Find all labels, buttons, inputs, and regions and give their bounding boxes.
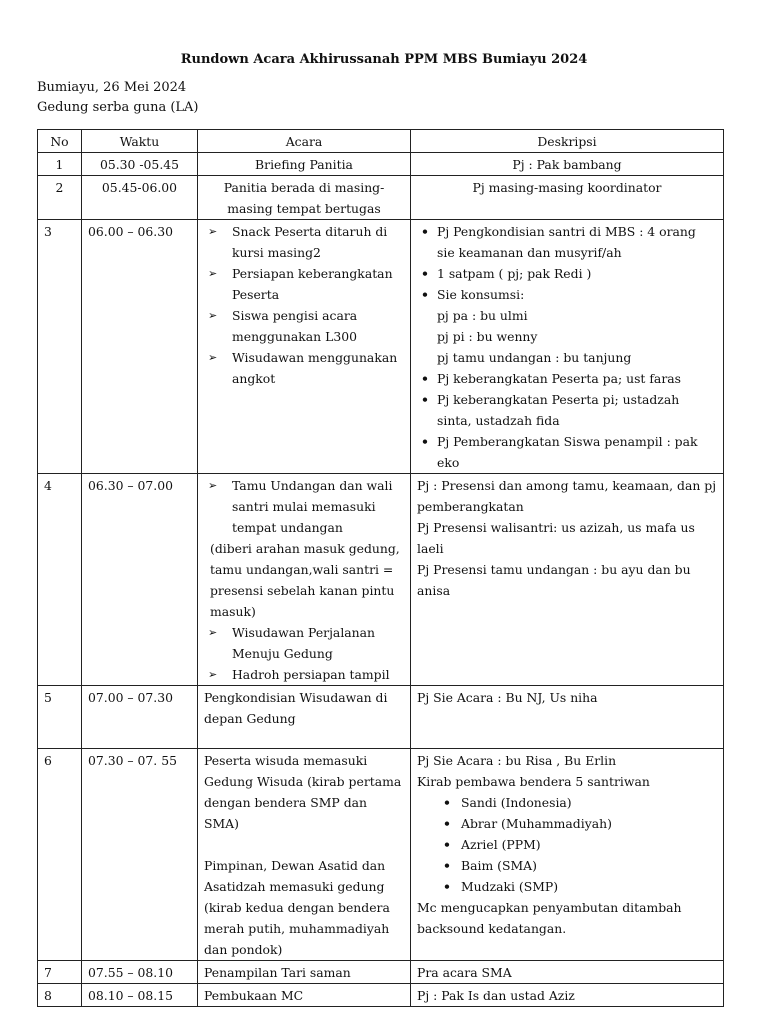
list-item: • Azriel (PPM) bbox=[417, 834, 717, 855]
row-no: 2 bbox=[38, 176, 82, 220]
row-waktu: 06.00 – 06.30 bbox=[82, 220, 198, 474]
table-row bbox=[38, 984, 724, 1007]
list-item: • Abrar (Muhammadiyah) bbox=[417, 813, 717, 834]
list-item: ➢ Snack Peserta ditaruh di kursi masing2 bbox=[204, 221, 404, 263]
row-desc bbox=[411, 474, 724, 686]
row-waktu: 08.10 – 08.15 bbox=[82, 984, 198, 1007]
table-row bbox=[38, 686, 724, 749]
desc-line: Pj Presensi walisantri: us azizah, us mafa us laeli bbox=[417, 520, 695, 556]
table-row bbox=[38, 749, 724, 961]
acara-list bbox=[204, 622, 404, 685]
header-deskripsi: Deskripsi bbox=[411, 130, 724, 153]
konsumsi-sub bbox=[417, 305, 717, 368]
venue: Gedung serba guna (LA) bbox=[37, 100, 199, 115]
row-desc: Pj Sie Acara : Bu NJ, Us niha bbox=[411, 686, 724, 749]
list-item: ➢ Wisudawan menggunakan angkot bbox=[204, 347, 404, 389]
list-item: ➢ Wisudawan Perjalanan Menuju Gedung bbox=[204, 622, 404, 664]
desc-line: Pj Sie Acara : bu Risa , Bu Erlin bbox=[417, 753, 617, 768]
table-row bbox=[38, 474, 724, 686]
sub-line: pj pi : bu wenny bbox=[437, 329, 538, 344]
row-no: 5 bbox=[38, 686, 82, 749]
acara-paragraph: Peserta wisuda memasuki Gedung Wisuda (kirab pertama dengan bendera SMP dan SMA) bbox=[204, 753, 402, 831]
place-date: Bumiayu, 26 Mei 2024 bbox=[37, 80, 187, 95]
row-acara: Briefing Panitia bbox=[198, 153, 411, 176]
sub-line: pj tamu undangan : bu tanjung bbox=[437, 350, 632, 365]
acara-note: (diberi arahan masuk gedung, tamu undangan,wali santri = presensi sebelah kanan pintu masuk) bbox=[210, 541, 400, 619]
table-header-row bbox=[38, 130, 724, 153]
sub-line: pj pa : bu ulmi bbox=[437, 308, 528, 323]
list-item: ➢ Siswa pengisi acara menggunakan L300 bbox=[204, 305, 404, 347]
list-item: ➢ Hadroh persiapan tampil bbox=[204, 664, 404, 685]
acara-paragraph: Pimpinan, Dewan Asatid dan Asatidzah memasuki gedung (kirab kedua dengan bendera merah putih, muhammadiyah dan pondok) bbox=[204, 858, 390, 957]
row-waktu: 07.00 – 07.30 bbox=[82, 686, 198, 749]
table-row bbox=[38, 176, 724, 220]
row-waktu: 07.30 – 07. 55 bbox=[82, 749, 198, 961]
list-item: • Sandi (Indonesia) bbox=[417, 792, 717, 813]
row-acara: Panitia berada di masing-masing tempat bertugas bbox=[198, 176, 411, 220]
list-item: • Sie konsumsi: bbox=[417, 284, 717, 305]
row-no: 8 bbox=[38, 984, 82, 1007]
document-title: Rundown Acara Akhirussanah PPM MBS Bumiayu 2024 bbox=[180, 52, 588, 67]
row-waktu: 05.30 -05.45 bbox=[82, 153, 198, 176]
header-waktu: Waktu bbox=[82, 130, 198, 153]
list-item: ➢ Persiapan keberangkatan Peserta bbox=[204, 263, 404, 305]
row-desc: Pj : Pak bambang bbox=[411, 153, 724, 176]
list-item: • Pj keberangkatan Peserta pa; ust faras bbox=[417, 368, 717, 389]
row-desc: Pra acara SMA bbox=[411, 961, 724, 984]
header-acara: Acara bbox=[198, 130, 411, 153]
row-acara: Pembukaan MC bbox=[198, 984, 411, 1007]
acara-list bbox=[204, 475, 404, 538]
row-waktu: 07.55 – 08.10 bbox=[82, 961, 198, 984]
row-acara: Penampilan Tari saman bbox=[198, 961, 411, 984]
header-no: No bbox=[38, 130, 82, 153]
table-row bbox=[38, 220, 724, 474]
spacer bbox=[204, 834, 404, 855]
desc-line: Pj : Presensi dan among tamu, keamaan, dan pj pemberangkatan bbox=[417, 478, 717, 514]
row-acara bbox=[198, 220, 411, 474]
table-row bbox=[38, 153, 724, 176]
row-acara bbox=[198, 749, 411, 961]
row-no: 6 bbox=[38, 749, 82, 961]
list-item: • Mudzaki (SMP) bbox=[417, 876, 717, 897]
row-no: 4 bbox=[38, 474, 82, 686]
row-desc: Pj masing-masing koordinator bbox=[411, 176, 724, 220]
flag-bearer-list bbox=[417, 792, 717, 897]
row-acara bbox=[198, 474, 411, 686]
list-item: ➢ Tamu Undangan dan wali santri mulai memasuki tempat undangan bbox=[204, 475, 404, 538]
row-desc bbox=[411, 749, 724, 961]
desc-list bbox=[417, 221, 717, 305]
rundown-table bbox=[37, 129, 724, 1007]
table-row bbox=[38, 961, 724, 984]
list-item: • Pj Pengkondisian santri di MBS : 4 orang sie keamanan dan musyrif/ah bbox=[417, 221, 717, 263]
desc-line: Pj Presensi tamu undangan : bu ayu dan bu anisa bbox=[417, 562, 691, 598]
row-desc: Pj : Pak Is dan ustad Aziz bbox=[411, 984, 724, 1007]
list-item: • Pj keberangkatan Peserta pi; ustadzah sinta, ustadzah fida bbox=[417, 389, 717, 431]
list-item: • Pj Pemberangkatan Siswa penampil : pak eko bbox=[417, 431, 717, 473]
row-no: 7 bbox=[38, 961, 82, 984]
row-no: 1 bbox=[38, 153, 82, 176]
row-desc bbox=[411, 220, 724, 474]
row-waktu: 05.45-06.00 bbox=[82, 176, 198, 220]
list-item: • 1 satpam ( pj; pak Redi ) bbox=[417, 263, 717, 284]
desc-line: Kirab pembawa bendera 5 santriwan bbox=[417, 774, 650, 789]
row-no: 3 bbox=[38, 220, 82, 474]
row-waktu: 06.30 – 07.00 bbox=[82, 474, 198, 686]
list-item: • Baim (SMA) bbox=[417, 855, 717, 876]
acara-list bbox=[204, 221, 404, 389]
desc-list bbox=[417, 368, 717, 473]
row-acara: Pengkondisian Wisudawan di depan Gedung bbox=[198, 686, 411, 749]
desc-line: Mc mengucapkan penyambutan ditambah backsound kedatangan. bbox=[417, 900, 682, 936]
